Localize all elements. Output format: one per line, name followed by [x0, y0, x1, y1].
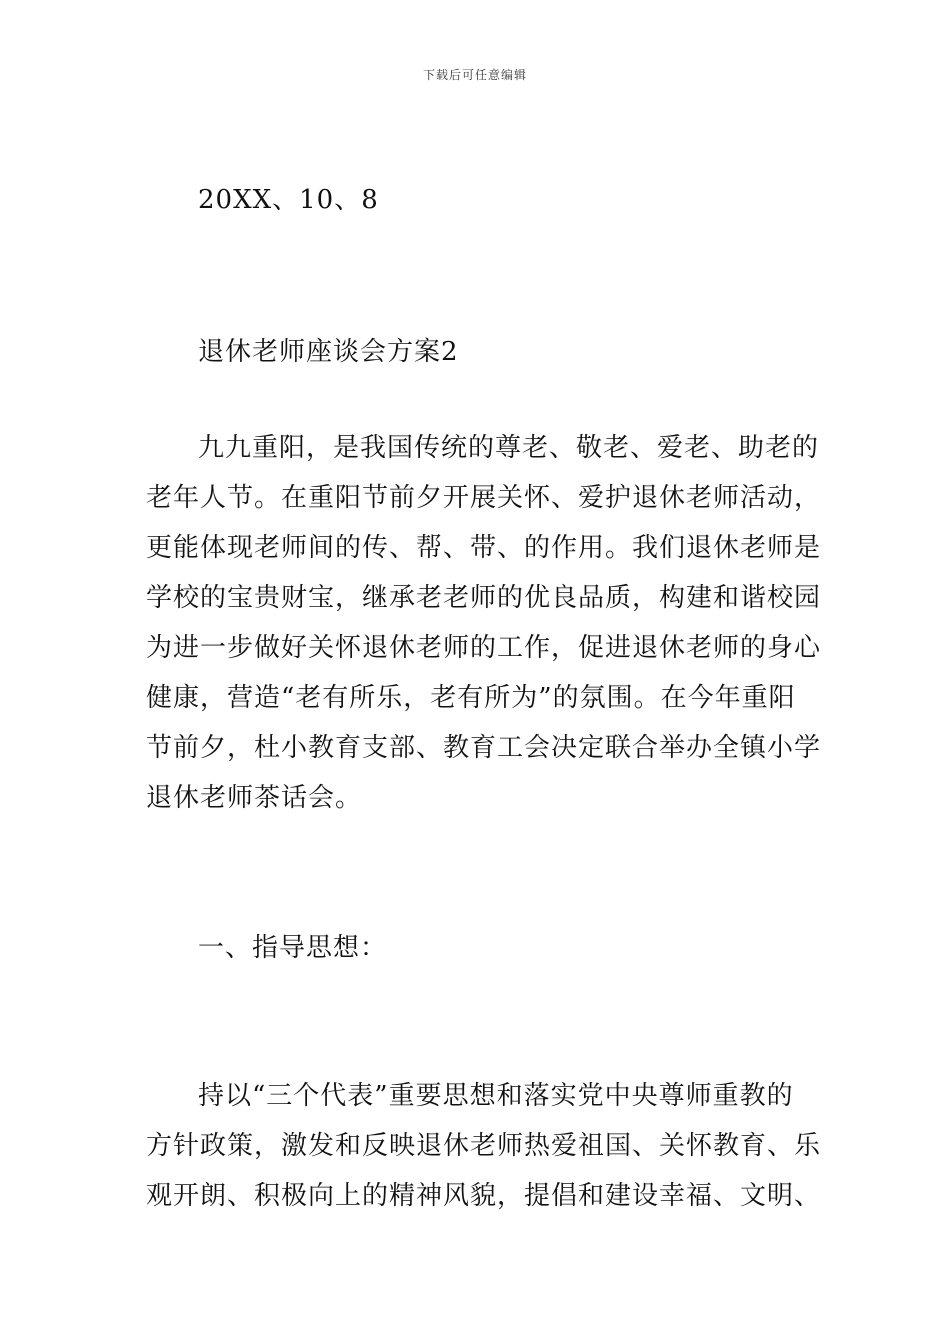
paragraph-line: 健康，营造“老有所乐，老有所为”的氛围。在今年重阳 — [146, 683, 796, 713]
paragraph-line: 退休老师茶话会。 — [146, 783, 363, 813]
section-heading-guiding-thought: 一、指导思想： — [198, 933, 388, 963]
paragraph-line: 为进一步做好关怀退休老师的工作，促进退休老师的身心 — [146, 633, 822, 663]
paragraph-line: 学校的宝贵财宝，继承老老师的优良品质，构建和谐校园 — [146, 583, 822, 613]
download-note: 下载后可任意编辑 — [422, 68, 527, 82]
paragraph-line: 更能体现老师间的传、帮、带、的作用。我们退休老师是 — [146, 533, 822, 563]
paragraph-line: 节前夕，杜小教育支部、教育工会决定联合举办全镇小学 — [146, 733, 822, 763]
paragraph-line: 持以“三个代表”重要思想和落实党中央尊师重教的 — [198, 1081, 794, 1111]
paragraph-line: 方针政策，激发和反映退休老师热爱祖国、关怀教育、乐 — [146, 1131, 822, 1161]
paragraph-line: 观开朗、积极向上的精神风貌，提倡和建设幸福、文明、 — [146, 1181, 822, 1211]
paragraph-line: 老年人节。在重阳节前夕开展关怀、爱护退休老师活动， — [146, 483, 822, 513]
paragraph-line: 九九重阳，是我国传统的尊老、敬老、爱老、助老的 — [198, 433, 820, 463]
document-date: 20XX、10、8 — [198, 185, 379, 215]
document-title: 退休老师座谈会方案2 — [198, 337, 459, 367]
